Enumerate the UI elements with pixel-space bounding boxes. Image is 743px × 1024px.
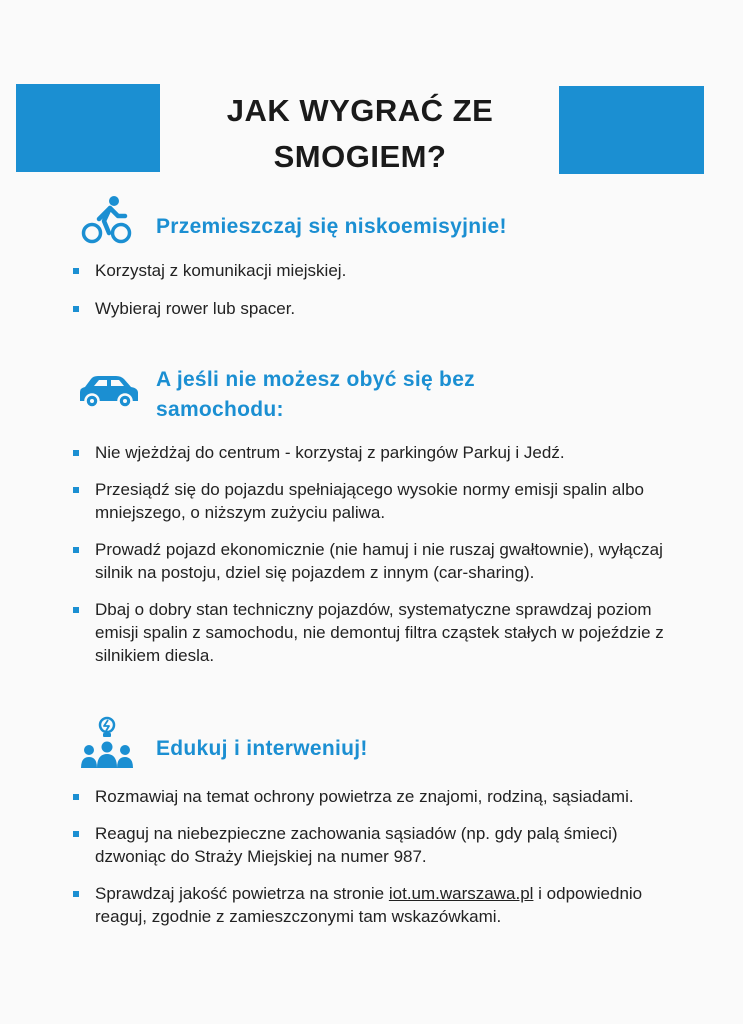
- list-item: Wybieraj rower lub spacer.: [72, 297, 672, 320]
- decorative-blue-block-left: [16, 84, 160, 172]
- section-heading-car: [156, 365, 475, 425]
- list-item: [72, 882, 672, 928]
- list-item: Prowadź pojazd ekonomicznie (nie hamuj i nie ruszaj gwałtownie), wyłączaj silnik na postoju, dziel się pojazdem z innym (car-sharing).: [72, 538, 672, 584]
- section-heading-car-line-2: samochodu:: [156, 398, 284, 421]
- page-title: [170, 88, 550, 180]
- title-line-1: JAK WYGRAĆ ZE: [226, 93, 494, 128]
- section-heading-low-emission: Przemieszczaj się niskoemisyjnie!: [156, 215, 507, 238]
- decorative-blue-block-right: [559, 86, 704, 174]
- section-heading-educate: Edukuj i interweniuj!: [156, 737, 368, 760]
- list-item-text-after-link: i odpowiednio reaguj, zgodnie z zamieszczonymi tam wskazówkami.: [95, 884, 643, 926]
- list-item: Reaguj na niebezpieczne zachowania sąsiadów (np. gdy palą śmieci) dzwoniąc do Straży Miejskiej na numer 987.: [72, 822, 672, 868]
- car-icon: [76, 375, 140, 409]
- educate-list: [72, 785, 672, 928]
- people-idea-icon: [80, 716, 134, 772]
- title-line-2: SMOGIEM?: [273, 139, 447, 174]
- car-advice-list: [72, 441, 672, 667]
- list-item: Korzystaj z komunikacji miejskiej.: [72, 259, 672, 282]
- bicycle-icon: [80, 195, 134, 245]
- list-item: Przesiądź się do pojazdu spełniającego wysokie normy emisji spalin albo mniejszego, o niższym zużyciu paliwa.: [72, 478, 672, 524]
- list-item: Nie wjeżdżaj do centrum - korzystaj z parkingów Parkuj i Jedź.: [72, 441, 672, 464]
- list-item: Rozmawiaj na temat ochrony powietrza ze znajomi, rodziną, sąsiadami.: [72, 785, 672, 808]
- air-quality-website-link[interactable]: iot.um.warszawa.pl: [388, 884, 534, 903]
- section-heading-car-line-1: A jeśli nie możesz obyć się bez: [156, 368, 475, 391]
- low-emission-list: [72, 259, 672, 320]
- list-item: Dbaj o dobry stan techniczny pojazdów, systematyczne sprawdzaj poziom emisji spalin z samochodu, nie demontuj filtra cząstek stałych w pojeździe z silnikiem diesla.: [72, 598, 672, 667]
- list-item-text-before-link: Sprawdzaj jakość powietrza na stronie: [95, 884, 389, 903]
